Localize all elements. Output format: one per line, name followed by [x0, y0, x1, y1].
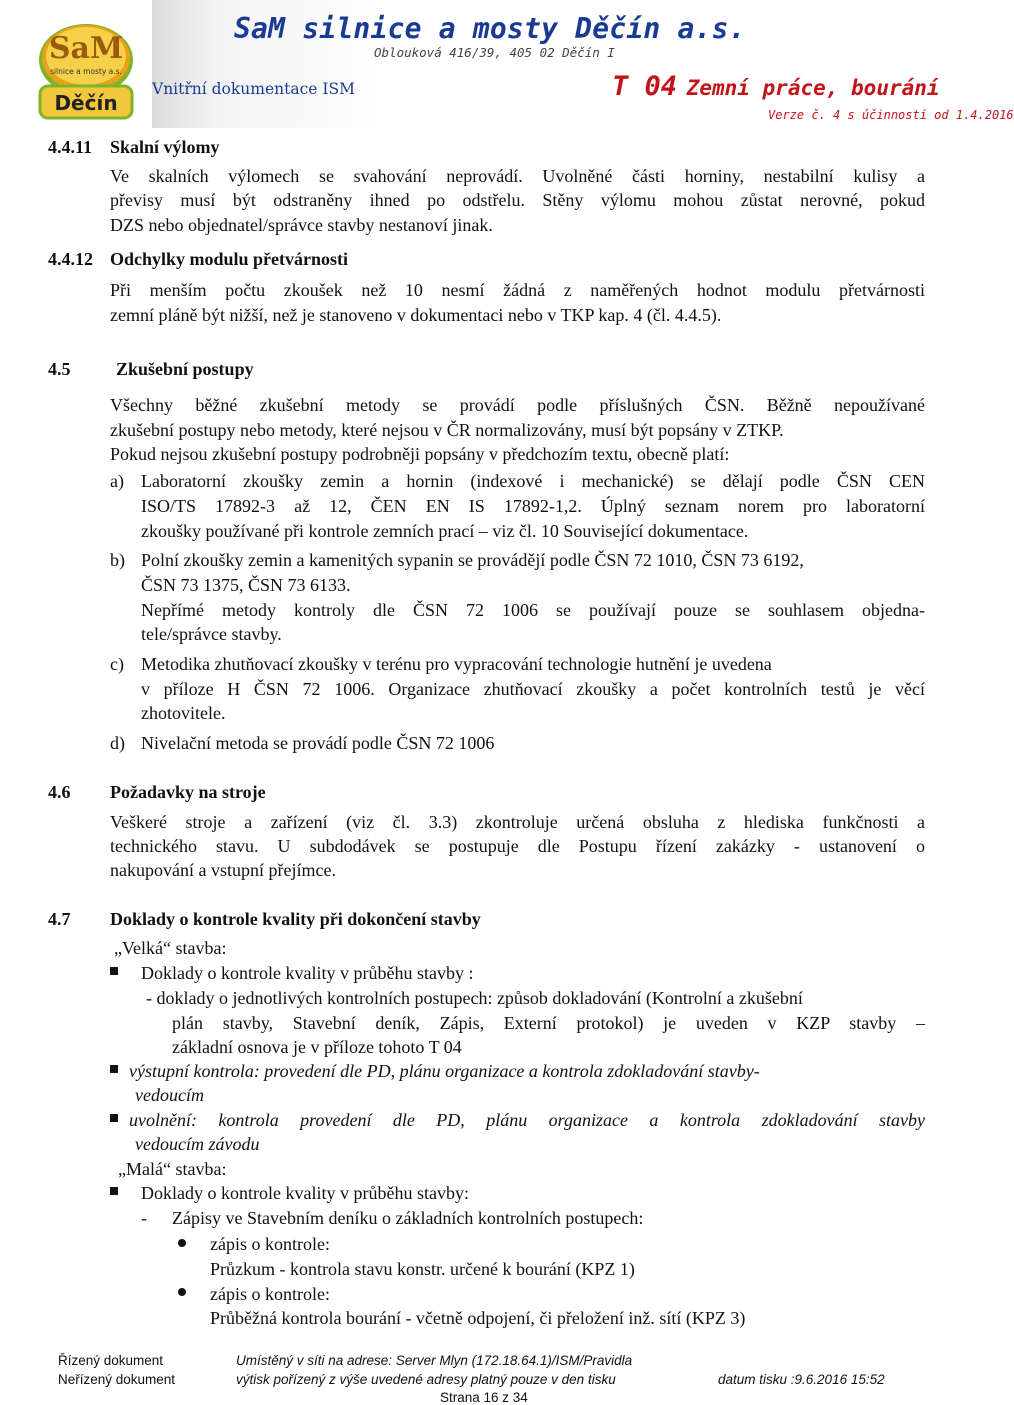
- mala-dash-line: Zápisy ve Stavebním deníku o základních kontrolních postupech:: [172, 1208, 644, 1228]
- round-bullet-icon: [178, 1288, 186, 1296]
- velka-bullet-2-cont: vedoucím: [135, 1085, 204, 1105]
- round-bullet-icon: [178, 1239, 186, 1247]
- internal-doc-label: Vnitřní dokumentace ISM: [152, 80, 355, 98]
- footer-controlled: Řízený dokument: [58, 1353, 164, 1368]
- mala-dash: -: [141, 1208, 147, 1228]
- logo-city: Děčín: [54, 91, 118, 115]
- mala-zapis-1: zápis o kontrole:: [210, 1234, 330, 1254]
- list-label-b: b): [110, 550, 125, 570]
- footer-print-date: datum tisku :9.6.2016 15:52: [718, 1372, 885, 1387]
- heading-4-6-number: 4.6: [48, 782, 71, 802]
- para-4-5-line: Pokud nejsou zkušební postupy podrobněji popsány v předchozím textu, obecně platí:: [110, 444, 730, 464]
- footer-page-number: Strana 16 z 34: [440, 1390, 528, 1405]
- footer-printout: výtisk pořízený z výše uvedené adresy platný pouze v den tisku: [236, 1372, 616, 1387]
- para-4-4-12-line: zemní pláně být nižší, než je stanoveno v dokumentaci nebo v TKP kap. 4 (čl. 4.4.5).: [110, 305, 722, 325]
- para-4-6-line: Veškeré stroje a zařízení (viz čl. 3.3) zkontroluje určená obsluha z hlediska funkčnosti a: [110, 812, 925, 832]
- para-4-4-11-line: DZS nebo objednatel/správce stavby nestanoví jinak.: [110, 215, 493, 235]
- mala-stavba-label: „Malá“ stavba:: [118, 1159, 227, 1179]
- square-bullet-icon: [110, 1187, 118, 1195]
- mala-zapis-2-detail: Průběžná kontrola bourání - včetně odpojení, či přeložení inž. sítí (KPZ 3): [210, 1308, 746, 1328]
- heading-4-4-12-title: Odchylky modulu přetvárnosti: [110, 249, 349, 269]
- list-c-line: Metodika zhutňovací zkoušky v terénu pro vypracování technologie hutnění je uvedena: [141, 654, 772, 674]
- document-code: [612, 71, 940, 102]
- list-a-line: Laboratorní zkoušky zemin a hornin (indexové i mechanické) se dělají podle ČSN CEN: [141, 471, 925, 491]
- company-logo: [36, 20, 136, 122]
- list-label-a: a): [110, 471, 124, 491]
- velka-dash-line: plán stavby, Stavební deník, Zápis, Externí protokol) je uveden v KZP stavby –: [172, 1013, 925, 1033]
- logo-subtitle: silnice a mosty a.s.: [50, 67, 122, 76]
- para-4-5-line: Všechny běžné zkušební metody se provádí podle příslušných ČSN. Běžně nepoužívané: [110, 395, 925, 415]
- velka-dash-line: - doklady o jednotlivých kontrolních postupech: způsob dokladování (Kontrolní a zkušební: [146, 988, 803, 1008]
- square-bullet-icon: [110, 1114, 118, 1122]
- heading-4-4-11-number: 4.4.11: [48, 137, 93, 157]
- heading-4-6-title: Požadavky na stroje: [110, 782, 266, 802]
- para-4-5-line: zkušební postupy nebo metody, které nejsou v ČR normalizovány, musí být popsány v ZTKP.: [110, 420, 784, 440]
- list-b-line: Polní zkoušky zemin a kamenitých sypanin se provádějí podle ČSN 72 1010, ČSN 73 6192,: [141, 550, 804, 570]
- list-b-line: Nepřímé metody kontroly dle ČSN 72 1006 se používají pouze se souhlasem objedna-: [141, 600, 925, 620]
- list-b-line: tele/správce stavby.: [141, 624, 282, 644]
- para-4-4-11-line: převisy musí být odstraněny ihned po odstřelu. Stěny výlomu mohou zůstat nerovné, pokud: [110, 190, 925, 210]
- velka-bullet-1: Doklady o kontrole kvality v průběhu stavby :: [141, 963, 474, 983]
- footer-uncontrolled: Neřízený dokument: [58, 1372, 176, 1387]
- para-4-4-12-line: Při menším počtu zkoušek než 10 nesmí žádná z naměřených hodnot modulu přetvárnosti: [110, 280, 925, 300]
- velka-bullet-2: výstupní kontrola: provedení dle PD, plánu organizace a kontrola zdokladování stavby-: [129, 1061, 760, 1081]
- square-bullet-icon: [110, 967, 118, 975]
- para-4-4-11-line: Ve skalních výlomech se svahování neprovádí. Uvolněné části horniny, nestabilní kulisy a: [110, 166, 925, 186]
- list-c-line: v příloze H ČSN 72 1006. Organizace zhutňovací zkoušky a počet kontrolních testů je věcí: [141, 679, 925, 699]
- square-bullet-icon: [110, 1065, 118, 1073]
- heading-4-4-11-title: Skalní výlomy: [110, 137, 220, 157]
- version-info: Verze č. 4 s účinností od 1.4.2016: [768, 108, 1014, 122]
- list-label-d: d): [110, 733, 125, 753]
- heading-4-7-title: Doklady o kontrole kvality při dokončení stavby: [110, 909, 481, 929]
- velka-dash-line: základní osnova je v příloze tohoto T 04: [172, 1037, 462, 1057]
- velka-stavba-label: „Velká“ stavba:: [114, 938, 227, 958]
- list-a-line: ISO/TS 17892-3 až 12, ČEN EN IS 17892-1,2. Úplný seznam norem pro laboratorní: [141, 496, 925, 516]
- logo-title: SaM: [48, 31, 124, 66]
- heading-4-7-number: 4.7: [48, 909, 71, 929]
- mala-zapis-2: zápis o kontrole:: [210, 1284, 330, 1304]
- heading-4-5-number: 4.5: [48, 359, 71, 379]
- company-address: Oblouková 416/39, 405 02 Děčín I: [374, 45, 615, 60]
- velka-bullet-3-cont: vedoucím závodu: [135, 1134, 260, 1154]
- doc-title: Zemní práce, bourání: [686, 76, 940, 100]
- para-4-6-line: nakupování a vstupní přejímce.: [110, 860, 336, 880]
- heading-4-5-title: Zkušební postupy: [116, 359, 254, 379]
- list-c-line: zhotovitele.: [141, 703, 226, 723]
- mala-zapis-1-detail: Průzkum - kontrola stavu konstr. určené k bourání (KPZ 1): [210, 1259, 635, 1279]
- heading-4-4-12-number: 4.4.12: [48, 249, 93, 269]
- list-d-line: Nivelační metoda se provádí podle ČSN 72 1006: [141, 733, 495, 753]
- list-b-line: ČSN 73 1375, ČSN 73 6133.: [141, 575, 351, 595]
- list-a-line: zkoušky používané při kontrole zemních prací – viz čl. 10 Související dokumentace.: [141, 521, 749, 541]
- list-label-c: c): [110, 654, 124, 674]
- mala-bullet-1: Doklady o kontrole kvality v průběhu stavby:: [141, 1183, 469, 1203]
- company-name: SaM silnice a mosty Děčín a.s.: [234, 12, 746, 45]
- para-4-6-line: technického stavu. U subdodávek se postupuje dle Postupu řízení zakázky - ustanovení o: [110, 836, 925, 856]
- footer-location: Umístěný v síti na adrese: Server Mlyn (172.18.64.1)/ISM/Pravidla: [236, 1353, 633, 1368]
- velka-bullet-3: uvolnění: kontrola provedení dle PD, plánu organizace a kontrola zdokladování stavby: [129, 1110, 925, 1130]
- doc-code: T 04: [612, 71, 678, 102]
